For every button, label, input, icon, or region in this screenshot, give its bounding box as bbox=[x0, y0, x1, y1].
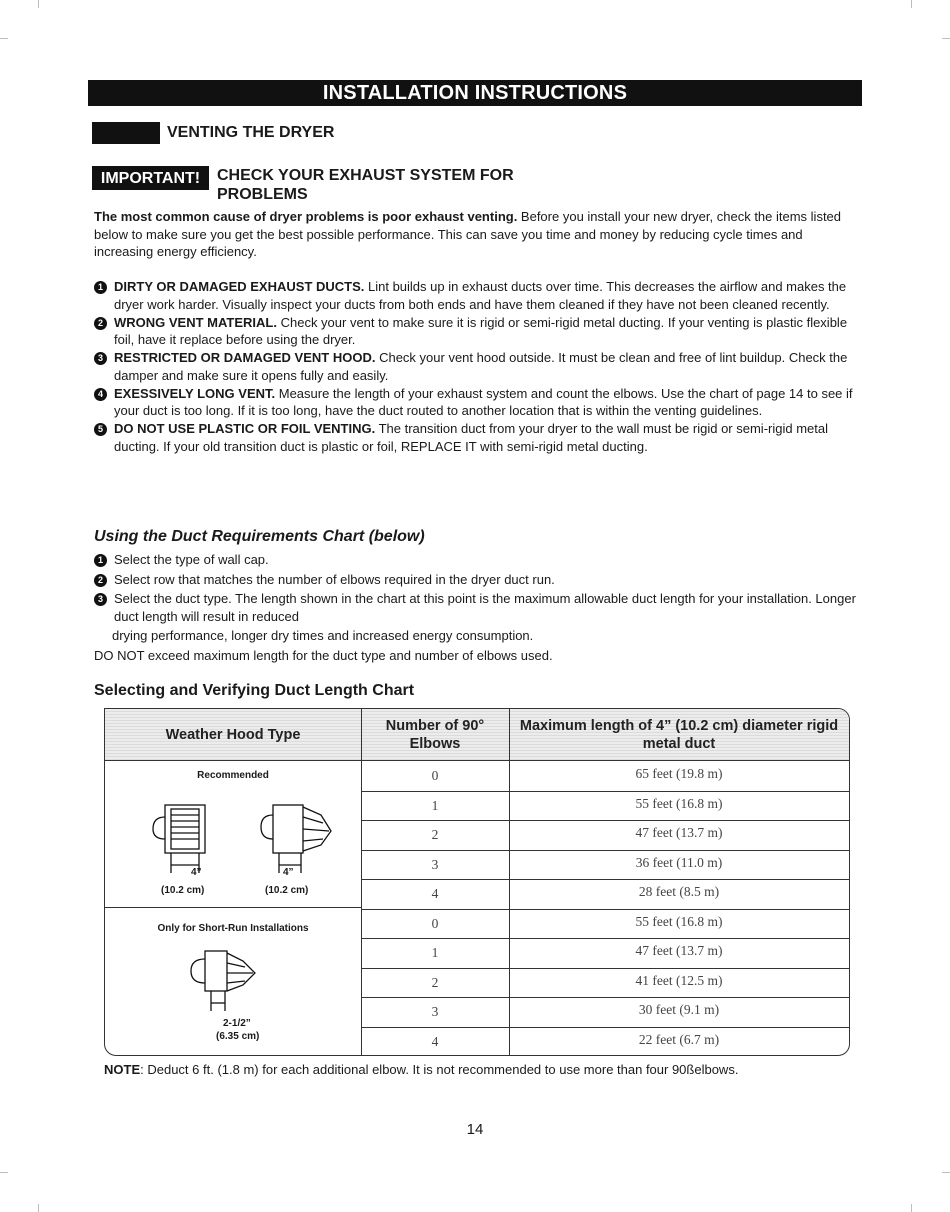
header-elbows: Number of 90° Elbows bbox=[385, 717, 485, 752]
group-divider bbox=[105, 907, 361, 908]
important-badge: IMPORTANT! bbox=[92, 166, 209, 190]
using-chart-title: Using the Duct Requirements Chart (below) bbox=[94, 528, 425, 545]
duct-chart-title: Selecting and Verifying Duct Length Chart bbox=[94, 682, 415, 699]
table-row bbox=[361, 938, 849, 969]
important-title-line1: CHECK YOUR EXHAUST SYSTEM FOR bbox=[217, 167, 514, 184]
elbows-cell: 1 bbox=[431, 945, 439, 960]
table-row bbox=[361, 997, 849, 1028]
problem-item bbox=[94, 349, 866, 384]
dimension-inch: 4” bbox=[191, 867, 202, 878]
table-header-row bbox=[105, 709, 849, 761]
problem-title: RESTRICTED OR DAMAGED VENT HOOD. bbox=[114, 350, 376, 365]
page-number: 14 bbox=[466, 1121, 484, 1138]
number-2-icon: 2 bbox=[94, 317, 107, 330]
dimension-inch: 4” bbox=[283, 867, 294, 878]
table-row bbox=[361, 820, 849, 851]
length-cell: 30 feet (9.1 m) bbox=[638, 1002, 720, 1017]
using-step bbox=[94, 590, 866, 625]
problem-text: Measure the length of your exhaust system and count the elbows. Use the chart of page 14 to see if your duct is too long. If it is too long, have the duct routed to another location that is within the venting guidelines. bbox=[114, 385, 853, 418]
crop-mark bbox=[942, 1172, 950, 1173]
length-cell: 55 feet (16.8 m) bbox=[635, 795, 723, 811]
note-text: : Deduct 6 ft. (1.8 m) for each additional elbow. It is not recommended to use more than four 90ßelbows. bbox=[140, 1062, 739, 1077]
elbows-cell: 1 bbox=[431, 797, 439, 813]
elbows-cell: 2 bbox=[431, 827, 439, 842]
length-cell: 55 feet (16.8 m) bbox=[635, 913, 723, 929]
crop-mark bbox=[911, 1204, 912, 1212]
problem-text: Check your vent hood outside. It must be clean and free of lint buildup. Check the damper and make sure it opens fully and easily. bbox=[114, 350, 848, 383]
number-4-icon: 4 bbox=[94, 388, 107, 401]
crop-mark bbox=[0, 1172, 8, 1173]
intro-bold: The most common cause of dryer problems is poor exhaust venting. bbox=[94, 209, 518, 224]
problem-item bbox=[94, 278, 866, 313]
length-cell: 65 feet (19.8 m) bbox=[635, 766, 723, 781]
section-title: VENTING THE DRYER bbox=[167, 124, 335, 141]
elbows-cell: 4 bbox=[431, 886, 439, 901]
box-hood-icon bbox=[153, 805, 205, 873]
dimension-cm: (6.35 cm) bbox=[216, 1031, 260, 1042]
page-header: INSTALLATION INSTRUCTIONS bbox=[88, 80, 862, 106]
section-marker-block bbox=[92, 122, 160, 144]
dimension-cm: (10.2 cm) bbox=[265, 885, 309, 896]
using-continuation: drying performance, longer dry times and increased energy consumption. bbox=[112, 628, 534, 643]
short-run-hood-icon bbox=[191, 951, 255, 1011]
problem-item bbox=[94, 314, 866, 349]
problem-title: DO NOT USE PLASTIC OR FOIL VENTING. bbox=[114, 421, 376, 436]
length-cell: 41 feet (12.5 m) bbox=[635, 972, 723, 988]
elbows-cell: 2 bbox=[431, 974, 439, 990]
problem-text: Lint builds up in exhaust ducts over time. This decreases the airflow and makes the dryer work harder. Visually inspect your ducts from both ends and have them cleaned if they have not been cleaned recently. bbox=[114, 279, 847, 312]
table-row bbox=[361, 850, 849, 881]
hood-group-label: Recommended bbox=[197, 770, 269, 781]
header-hood-type: Weather Hood Type bbox=[165, 726, 301, 743]
short-run-hood-diagram bbox=[175, 945, 295, 1021]
important-title bbox=[217, 166, 617, 204]
table-row bbox=[361, 1027, 849, 1057]
crop-mark bbox=[38, 0, 39, 8]
crop-mark bbox=[38, 1204, 39, 1212]
recommended-hood-diagram bbox=[125, 793, 355, 885]
using-step-text: Select the duct type. The length shown in the chart at this point is the maximum allowable duct length for your installation. Longer duct length will result in reduced bbox=[114, 591, 856, 624]
problem-title: DIRTY OR DAMAGED EXHAUST DUCTS. bbox=[114, 279, 365, 294]
table-row bbox=[361, 879, 849, 910]
using-steps bbox=[94, 551, 866, 664]
using-step-text: Select row that matches the number of elbows required in the dryer duct run. bbox=[114, 571, 555, 587]
intro-text: Before you install your new dryer, check the items listed below to make sure you get the best possible performance. This can save you time and money by reducing cycle times and increasing energy efficiency. bbox=[94, 209, 842, 259]
number-3-icon: 3 bbox=[94, 593, 107, 606]
chart-note bbox=[104, 1062, 738, 1077]
problem-title: EXESSIVELY LONG VENT. bbox=[114, 385, 276, 401]
important-title-line2: PROBLEMS bbox=[217, 186, 308, 203]
intro-paragraph bbox=[94, 208, 864, 261]
using-step bbox=[94, 551, 866, 569]
louvered-hood-icon bbox=[261, 805, 331, 873]
header-max-length: Maximum length of 4” (10.2 cm) diameter rigid metal duct bbox=[519, 717, 839, 752]
elbows-cell: 0 bbox=[431, 768, 439, 783]
length-cell: 47 feet (13.7 m) bbox=[635, 825, 723, 840]
using-final-warning: DO NOT exceed maximum length for the duct type and number of elbows used. bbox=[94, 647, 553, 663]
number-5-icon: 5 bbox=[94, 423, 107, 436]
problem-item bbox=[94, 420, 866, 455]
problem-title: WRONG VENT MATERIAL. bbox=[114, 314, 277, 330]
table-row bbox=[361, 909, 849, 940]
length-cell: 22 feet (6.7 m) bbox=[638, 1031, 720, 1047]
using-step-text: Select the type of wall cap. bbox=[114, 552, 269, 567]
table-row bbox=[361, 791, 849, 822]
number-3-icon: 3 bbox=[94, 352, 107, 365]
length-cell: 47 feet (13.7 m) bbox=[635, 943, 723, 958]
elbows-cell: 0 bbox=[431, 915, 439, 931]
dimension-cm: (10.2 cm) bbox=[161, 885, 205, 896]
table-row bbox=[361, 968, 849, 999]
elbows-cell: 4 bbox=[431, 1033, 439, 1049]
using-step bbox=[94, 571, 866, 589]
elbows-cell: 3 bbox=[431, 1004, 439, 1019]
length-cell: 28 feet (8.5 m) bbox=[638, 884, 720, 899]
problem-text: Check your vent to make sure it is rigid or semi-rigid metal ducting. If your venting is plastic flexible foil, have it replace before using the dryer. bbox=[114, 314, 848, 347]
crop-mark bbox=[911, 0, 912, 8]
problem-text: The transition duct from your dryer to the wall must be rigid or semi-rigid metal ducting. If your old transition duct is plastic or foil, REPLACE IT with semi-rigid metal ducting. bbox=[114, 421, 828, 454]
note-label: NOTE bbox=[104, 1062, 141, 1077]
number-1-icon: 1 bbox=[94, 281, 107, 294]
problem-list bbox=[94, 278, 866, 456]
crop-mark bbox=[942, 38, 950, 39]
hood-group-label: Only for Short-Run Installations bbox=[157, 923, 309, 934]
length-cell: 36 feet (11.0 m) bbox=[635, 854, 723, 870]
number-1-icon: 1 bbox=[94, 554, 107, 567]
table-row bbox=[361, 761, 849, 792]
problem-item bbox=[94, 385, 866, 420]
crop-mark bbox=[0, 38, 8, 39]
elbows-cell: 3 bbox=[431, 856, 439, 872]
dimension-inch: 2-1/2” bbox=[223, 1018, 251, 1029]
number-2-icon: 2 bbox=[94, 574, 107, 587]
duct-length-table bbox=[104, 708, 850, 1056]
